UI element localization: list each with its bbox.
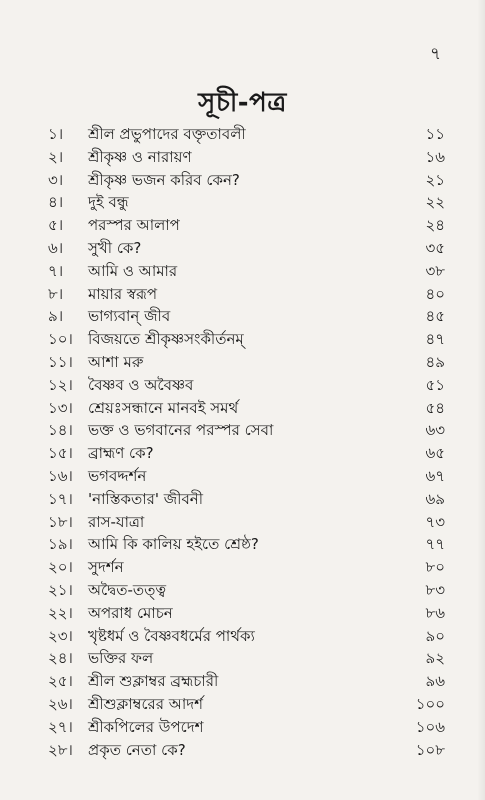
entry-page-number: ৯০ <box>425 626 445 645</box>
entry-number: ২৫। <box>48 672 73 691</box>
entry-number: ২১। <box>48 580 73 599</box>
entry-title: আশা মরু <box>88 352 144 371</box>
entry-number: ১১। <box>48 352 73 371</box>
entry-page-number: ১১ <box>425 125 445 143</box>
entry-number: ১। <box>48 125 64 143</box>
toc-entry <box>0 123 485 146</box>
entry-number: ৬। <box>48 238 64 257</box>
entry-page-number: ৮৬ <box>425 603 445 622</box>
page-number: ৭ <box>430 44 442 64</box>
entry-title: শ্রীকৃষ্ণ ও নারায়ণ <box>88 147 192 166</box>
entry-title: শ্রীল শুক্লাম্বর ব্রহ্মচারী <box>88 672 219 691</box>
toc-entry <box>0 602 485 625</box>
entry-title: প্রকৃত নেতা কে? <box>88 740 186 759</box>
entry-title: বিজয়তে শ্রীকৃষ্ণসংকীর্তনম্ <box>88 330 244 349</box>
entry-number: ১৮। <box>48 512 73 531</box>
entry-number: ১০। <box>48 330 73 349</box>
entry-page-number: ৪৭ <box>425 330 445 349</box>
toc-entry <box>0 670 485 693</box>
entry-title: সুদর্শন <box>88 558 124 577</box>
entry-page-number: ৯২ <box>425 649 445 668</box>
entry-title: খৃষ্টধর্ম ও বৈষ্ণবধর্মের পার্থক্য <box>88 626 255 645</box>
entry-title: আমি ও আমার <box>88 261 178 280</box>
toc-entry <box>0 328 485 351</box>
entry-page-number: ৪৫ <box>425 307 445 326</box>
toc-entry <box>0 351 485 374</box>
toc-entry <box>0 169 485 192</box>
entry-title: অদ্বৈত-তত্ত্ব <box>88 580 167 599</box>
toc-entry <box>0 214 485 237</box>
entry-page-number: ৮৩ <box>425 580 445 599</box>
entry-number: ৭। <box>48 261 64 280</box>
entry-page-number: ৩৮ <box>425 261 445 280</box>
entry-number: ২২। <box>48 603 73 622</box>
entry-number: ২৪। <box>48 649 73 668</box>
entry-number: ২৩। <box>48 626 73 645</box>
toc-entry <box>0 191 485 214</box>
entry-page-number: ২৪ <box>425 216 445 235</box>
toc-entry <box>0 693 485 716</box>
entry-title: পরস্পর আলাপ <box>88 216 180 235</box>
entry-title: ব্রাহ্মণ কে? <box>88 444 154 463</box>
entry-number: ২০। <box>48 558 73 577</box>
entry-title: ভক্তির ফল <box>88 649 154 668</box>
toc-entry <box>0 511 485 534</box>
entry-title: ভক্ত ও ভগবানের পরস্পর সেবা <box>88 421 274 440</box>
entry-page-number: ৪৯ <box>425 352 445 371</box>
entry-page-number: ৭৭ <box>425 535 445 554</box>
page-edge-shadow <box>477 0 485 800</box>
entry-title: শ্রীল প্রভুপাদের বক্তৃতাবলী <box>88 125 246 143</box>
toc-entry <box>0 488 485 511</box>
toc-entry <box>0 442 485 465</box>
entry-number: ১৯। <box>48 535 73 554</box>
entry-page-number: ৫১ <box>425 375 445 394</box>
entry-page-number: ১০৬ <box>415 717 445 736</box>
entry-number: ১২। <box>48 375 73 394</box>
entry-title: সুখী কে? <box>88 238 142 257</box>
entry-title: 'নাস্তিকতার' জীবনী <box>88 489 204 508</box>
entry-number: ৪। <box>48 193 64 212</box>
entry-title: মায়ার স্বরূপ <box>88 284 158 303</box>
entry-title: শ্রেয়ঃসন্ধানে মানবই সমর্থ <box>88 398 239 417</box>
entry-number: ২৬। <box>48 694 73 713</box>
toc-entry <box>0 283 485 306</box>
entry-page-number: ৯৬ <box>425 672 445 691</box>
entry-page-number: ২২ <box>425 193 445 212</box>
entry-number: ২৭। <box>48 717 73 736</box>
toc-entry <box>0 397 485 420</box>
entry-title: আমি কি কালিয় হইতে শ্রেষ্ঠ? <box>88 535 259 554</box>
entry-title: শ্রীকৃষ্ণ ভজন করিব কেন? <box>88 170 240 189</box>
entry-number: ১৫। <box>48 444 73 463</box>
entry-number: ৫। <box>48 216 64 235</box>
toc-entry <box>0 533 485 556</box>
entry-title: শ্রীশুক্লাম্বরের আদর্শ <box>88 694 203 713</box>
toc-entry <box>0 237 485 260</box>
entry-number: ১৬। <box>48 466 73 485</box>
entry-title: বৈষ্ণব ও অবৈষ্ণব <box>88 375 194 394</box>
page-title: সূচী-পত্র <box>198 88 287 118</box>
entry-title: ভগবদ্দর্শন <box>88 466 147 485</box>
toc-entry <box>0 625 485 648</box>
entry-number: ৮। <box>48 284 64 303</box>
toc-entry <box>0 146 485 169</box>
toc-entry <box>0 305 485 328</box>
toc-entry <box>0 716 485 739</box>
entry-page-number: ২১ <box>425 170 445 189</box>
entry-number: ১৭। <box>48 489 73 508</box>
entry-page-number: ৭৩ <box>425 512 445 531</box>
entry-page-number: ৪০ <box>425 284 445 303</box>
toc-entry <box>0 260 485 283</box>
table-of-contents <box>0 123 485 761</box>
entry-page-number: ৩৫ <box>425 238 445 257</box>
entry-title: দুই বন্ধু <box>88 193 129 212</box>
toc-entry <box>0 579 485 602</box>
entry-title: রাস-যাত্রা <box>88 512 145 531</box>
entry-page-number: ৬৫ <box>425 444 445 463</box>
toc-entry <box>0 739 485 762</box>
toc-entry <box>0 556 485 579</box>
entry-page-number: ১০৮ <box>415 740 445 759</box>
entry-page-number: ৬৩ <box>425 421 445 440</box>
entry-page-number: ৮০ <box>425 558 445 577</box>
entry-number: ৯। <box>48 307 64 326</box>
entry-page-number: ১৬ <box>425 147 445 166</box>
entry-page-number: ১০০ <box>415 694 445 713</box>
entry-title: ভাগ্যবান্ জীব <box>88 307 171 326</box>
entry-page-number: ৫৪ <box>425 398 445 417</box>
toc-entry <box>0 647 485 670</box>
toc-entry <box>0 419 485 442</box>
entry-title: শ্রীকপিলের উপদেশ <box>88 717 204 736</box>
entry-number: ১৪। <box>48 421 73 440</box>
entry-number: ১৩। <box>48 398 73 417</box>
entry-page-number: ৬৭ <box>425 466 445 485</box>
toc-entry <box>0 465 485 488</box>
entry-title: অপরাধ মোচন <box>88 603 173 622</box>
entry-number: ২৮। <box>48 740 73 759</box>
entry-page-number: ৬৯ <box>425 489 445 508</box>
entry-number: ৩। <box>48 170 64 189</box>
toc-entry <box>0 374 485 397</box>
entry-number: ২। <box>48 147 64 166</box>
